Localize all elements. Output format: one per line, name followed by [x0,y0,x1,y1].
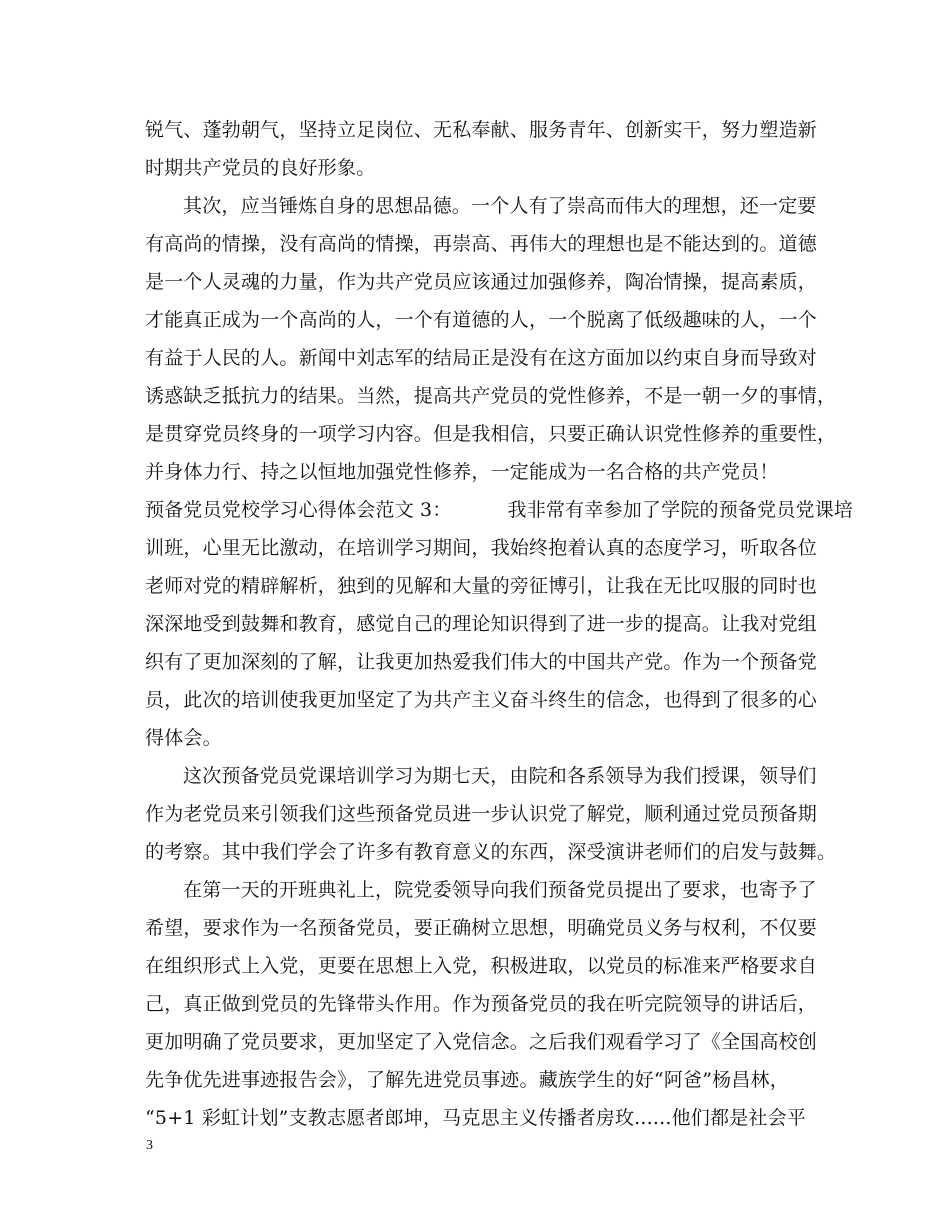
text-line: 织有了更加深刻的了解，让我更加热爱我们伟大的中国共产党。作为一个预备党 [145,651,818,673]
text-line: 的考察。其中我们学会了许多有教育意义的东西，深受演讲老师们的启发与鼓舞。 [145,841,837,863]
paragraph-start-line: 在第一天的开班典礼上，院党委领导向我们预备党员提出了要求，也寄予了 [183,879,817,901]
text-line: 老师对党的精辟解析，独到的见解和大量的旁征博引，让我在无比叹服的同时也 [145,575,818,597]
text-line: 己，真正做到党员的先锋带头作用。作为预备党员的我在听完院领导的讲话后， [145,993,818,1015]
text-line: 诱惑缺乏抵抗力的结果。当然，提高共产党员的党性修养，不是一朝一夕的事情， [145,385,837,407]
text-line: 更加明确了党员要求，更加坚定了入党信念。之后我们观看学习了《全国高校创 [145,1031,818,1053]
text-line: 作为老党员来引领我们这些预备党员进一步认识党了解党，顺利通过党员预备期 [145,803,818,825]
text-line: 员，此次的培训使我更加坚定了为共产主义奋斗终生的信念，也得到了很多的心 [145,689,818,711]
text-line: 在组织形式上入党，更要在思想上入党，积极进取，以党员的标准来严格要求自 [145,955,818,977]
paragraph-start-line: 这次预备党员党课培训学习为期七天，由院和各系领导为我们授课，领导们 [183,765,817,787]
section-heading: 预备党员党校学习心得体会范文 3： [145,499,452,521]
text-line: 先争优先进事迹报告会》，了解先进党员事迹。藏族学生的好“阿爸”杨昌林， [145,1069,789,1091]
section-intro-text: 我非常有幸参加了学院的预备党员党课培 [507,499,854,521]
text-line: 锐气、蓬勃朝气，坚持立足岗位、无私奉献、服务青年、创新实干，努力塑造新 [145,119,818,141]
text-line: 训班，心里无比激动，在培训学习期间，我始终抱着认真的态度学习，听取各位 [145,537,818,559]
text-line: “5+1 彩虹计划”支教志愿者郎坤，马克思主义传播者房玫......他们都是社会平 [145,1107,807,1129]
text-line: 是贯穿党员终身的一项学习内容。但是我相信，只要正确认识党性修养的重要性， [145,423,837,445]
text-line: 深深地受到鼓舞和教育，感觉自己的理论知识得到了进一步的提高。让我对党组 [145,613,818,635]
section-heading-line [145,498,854,522]
text-line: 有益于人民的人。新闻中刘志军的结局正是没有在这方面加以约束自身而导致对 [145,347,818,369]
text-line: 希望，要求作为一名预备党员，要正确树立思想，明确党员义务与权利，不仅要 [145,917,818,939]
text-line: 有高尚的情操，没有高尚的情操，再崇高、再伟大的理想也是不能达到的。道德 [145,233,818,255]
page-number: 3 [146,1138,153,1153]
text-line: 才能真正成为一个高尚的人，一个有道德的人，一个脱离了低级趣味的人，一个 [145,309,818,331]
text-line: 并身体力行、持之以恒地加强党性修养，一定能成为一名合格的共产党员！ [145,461,779,483]
text-line: 得体会。 [145,727,222,749]
text-line: 是一个人灵魂的力量，作为共产党员应该通过加强修养，陶冶情操，提高素质， [145,271,818,293]
text-line: 时期共产党员的良好形象。 [145,157,376,179]
paragraph-start-line: 其次，应当锤炼自身的思想品德。一个人有了崇高而伟大的理想，还一定要 [183,195,817,217]
